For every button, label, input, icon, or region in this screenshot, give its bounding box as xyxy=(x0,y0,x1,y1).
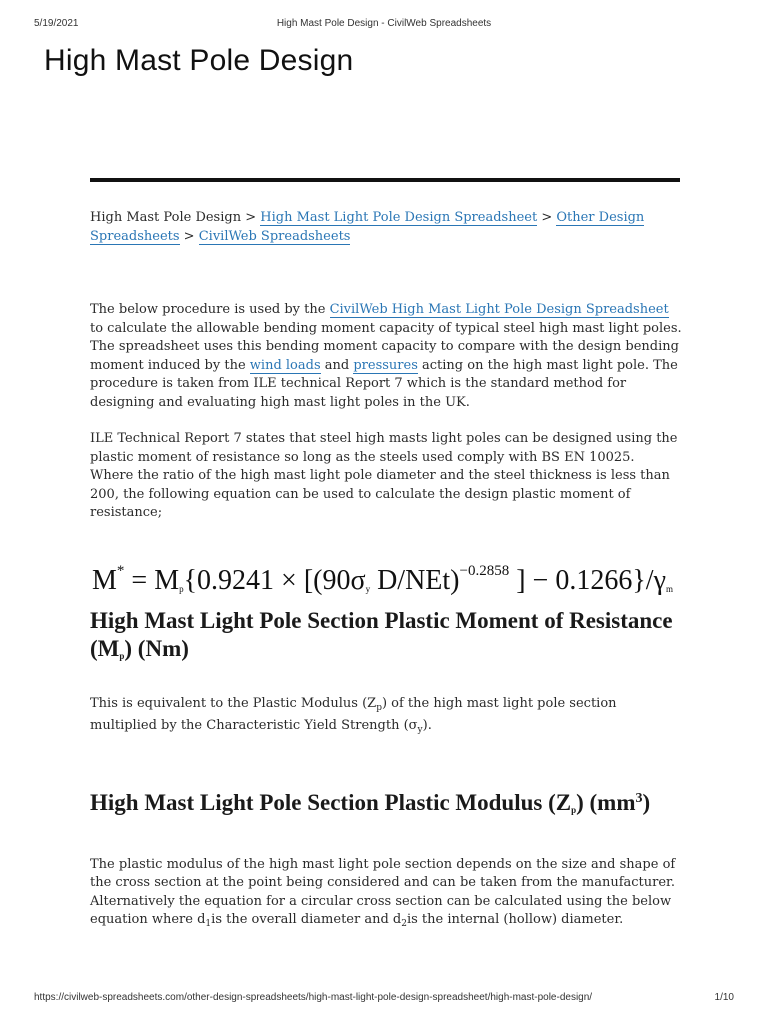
article-content xyxy=(90,209,682,934)
print-date: 5/19/2021 xyxy=(34,18,79,29)
link-pressures[interactable]: pressures xyxy=(353,357,418,373)
title-divider xyxy=(90,178,680,182)
intro-paragraph: The below procedure is used by the CivilWeb High Mast Light Pole Design Spreadsheet to calculate the allowable bending moment capacity of typical steel high mast light poles. The spreadsheet uses this bending moment capacity to compare with the design bending moment induced by the wind loads and pressures acting on the high mast light pole. The procedure is taken from ILE technical Report 7 which is the standard method for designing and evaluating high mast light poles in the UK. xyxy=(90,302,682,410)
print-url: https://civilweb-spreadsheets.com/other-design-spreadsheets/high-mast-light-pole-design-spreadsheet/high-mast-pole-design/ xyxy=(34,992,593,1003)
page-title: High Mast Pole Design xyxy=(44,44,354,77)
breadcrumb-link-spreadsheet[interactable]: High Mast Light Pole Design Spreadsheet xyxy=(260,210,538,225)
plastic-moment-equation: $M^* = M_p\{0.9241 \times [(90\sigma_y$ D/NEt)$^{-0.2858}$ ] − $0.1266\}/\gamma_m$ xyxy=(92,562,673,596)
breadcrumb: High Mast Pole Design > High Mast Light Pole Design Spreadsheet > Other Design Spreadsheets > CivilWeb Spreadsheets xyxy=(90,210,645,244)
plastic-moment-paragraph: This is equivalent to the Plastic Modulus $(Z_p)$ of the high mast light pole section multiplied by the Characteristic Yield Strength $(\sigma_y)$. xyxy=(90,695,617,735)
page-counter: 1/10 xyxy=(714,992,734,1003)
heading-plastic-modulus: High Mast Light Pole Section Plastic Modulus $(Z_p)$ $(mm^3)$ xyxy=(90,789,651,815)
heading-plastic-moment: High Mast Light Pole Section Plastic Moment of Resistance $(M_p)$ (Nm) xyxy=(90,607,673,661)
link-wind-loads[interactable]: wind loads xyxy=(249,357,321,373)
plastic-modulus-paragraph: The plastic modulus of the high mast light pole section depends on the size and shape of the cross section at the point being considered and can be taken from the manufacturer. Alternatively the equation for a circular cross section can be calculated using the below equation where $d_1is$ the overall diameter and $d_2is$ the internal (hollow) diameter. xyxy=(90,856,676,929)
print-page-title: High Mast Pole Design - CivilWeb Spreadsheets xyxy=(276,18,492,29)
breadcrumb-link-other-design[interactable]: Other Design Spreadsheets xyxy=(90,210,645,244)
ile-report-paragraph: ILE Technical Report 7 states that steel high masts light poles can be designed using the plastic moment of resistance so long as the steels used comply with BS EN 10025. Where the ratio of the high mast light pole diameter and the steel thickness is less than 200, the following equation can be used to calculate the design plastic moment of resistance; xyxy=(90,431,678,520)
link-civilweb-spreadsheet[interactable]: CivilWeb High Mast Light Pole Design Spreadsheet xyxy=(329,302,669,317)
breadcrumb-link-civilweb[interactable]: CivilWeb Spreadsheets xyxy=(198,228,351,244)
breadcrumb-home: High Mast Pole Design xyxy=(90,210,242,225)
